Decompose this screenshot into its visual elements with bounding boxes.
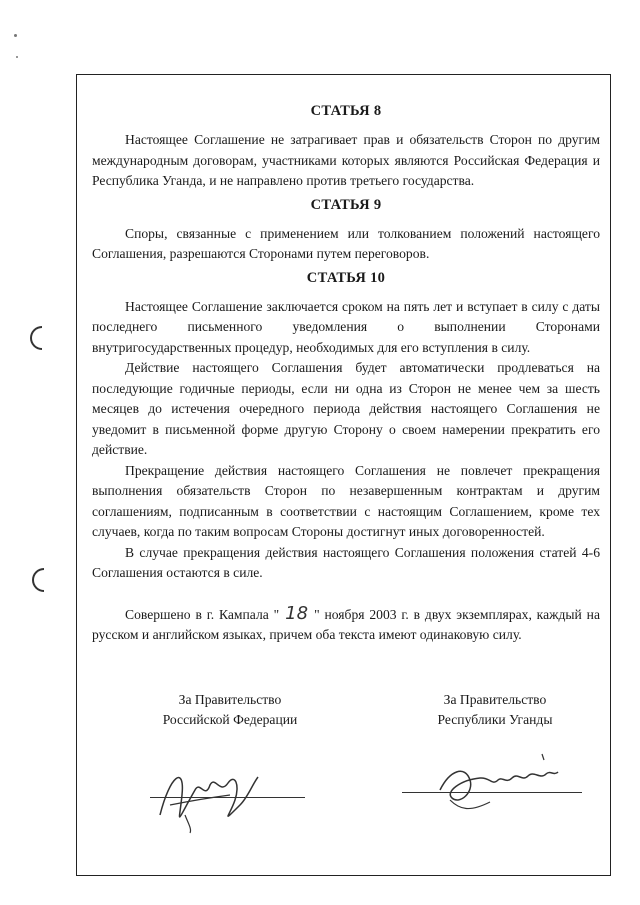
scan-dot bbox=[16, 56, 18, 58]
signature-left bbox=[140, 755, 270, 835]
punch-hole bbox=[30, 326, 42, 350]
handwritten-day: 18 bbox=[285, 602, 309, 624]
article-10-paragraph: Настоящее Соглашение заключается сроком на пять лет и вступает в силу с даты последнего письменного уведомления о выполнении Сторонами внутригосударственных процедур, необходимых для его вступления в силу. bbox=[92, 298, 600, 355]
signature-right bbox=[430, 750, 570, 820]
scan-dot bbox=[14, 34, 17, 37]
signatory-left-line2: Российской Федерации bbox=[162, 712, 298, 727]
closing-text-after: " ноября 2003 г. в двух экземплярах, каждый на русском и английском языках, причем оба текста имеют одинаковую силу. bbox=[92, 606, 600, 642]
signatory-right bbox=[400, 690, 590, 730]
article-9-title: СТАТЬЯ 9 bbox=[310, 196, 382, 213]
closing-paragraph bbox=[92, 604, 600, 646]
article-9-paragraph: Споры, связанные с применением или толкованием положений настоящего Соглашения, разрешаются Сторонами путем переговоров. bbox=[92, 225, 600, 261]
article-10-paragraph: В случае прекращения действия настоящего Соглашения положения статей 4-6 Соглашения остаются в силе. bbox=[92, 544, 600, 580]
punch-hole bbox=[32, 568, 44, 592]
document-body bbox=[92, 100, 600, 646]
signatory-right-line2: Республики Уганды bbox=[437, 712, 553, 727]
signatory-left bbox=[140, 690, 320, 730]
article-8-title: СТАТЬЯ 8 bbox=[310, 103, 382, 119]
article-8-paragraph: Настоящее Соглашение не затрагивает прав и обязательств Сторон по другим международным договорам, участниками которых являются Российская Федерация и Республика Уганда, и не направлено против третьего государства. bbox=[92, 132, 600, 188]
signatory-left-line1: За Правительство bbox=[178, 692, 282, 707]
article-10-paragraph: Действие настоящего Соглашения будет автоматически продлеваться на последующие годичные периоды, если ни одна из Сторон не менее чем за шесть месяцев до истечения очередного периода действия настоящего Соглашения не уведомит в письменной форме другую Сторону о своем намерении прекратить его действие. bbox=[92, 360, 600, 457]
signatory-right-line1: За Правительство bbox=[443, 692, 547, 707]
article-10-paragraph: Прекращение действия настоящего Соглашения не повлечет прекращения выполнения обязательств Сторон по незавершенным контрактам и другим соглашениям, подписанным в соответствии с настоящим Соглашением, кроме тех случаев, когда по таким вопросам Стороны достигнут иных договоренностей. bbox=[92, 462, 600, 539]
article-10-title: СТАТЬЯ 10 bbox=[306, 269, 386, 286]
closing-text-before: Совершено в г. Кампала " bbox=[125, 606, 280, 622]
